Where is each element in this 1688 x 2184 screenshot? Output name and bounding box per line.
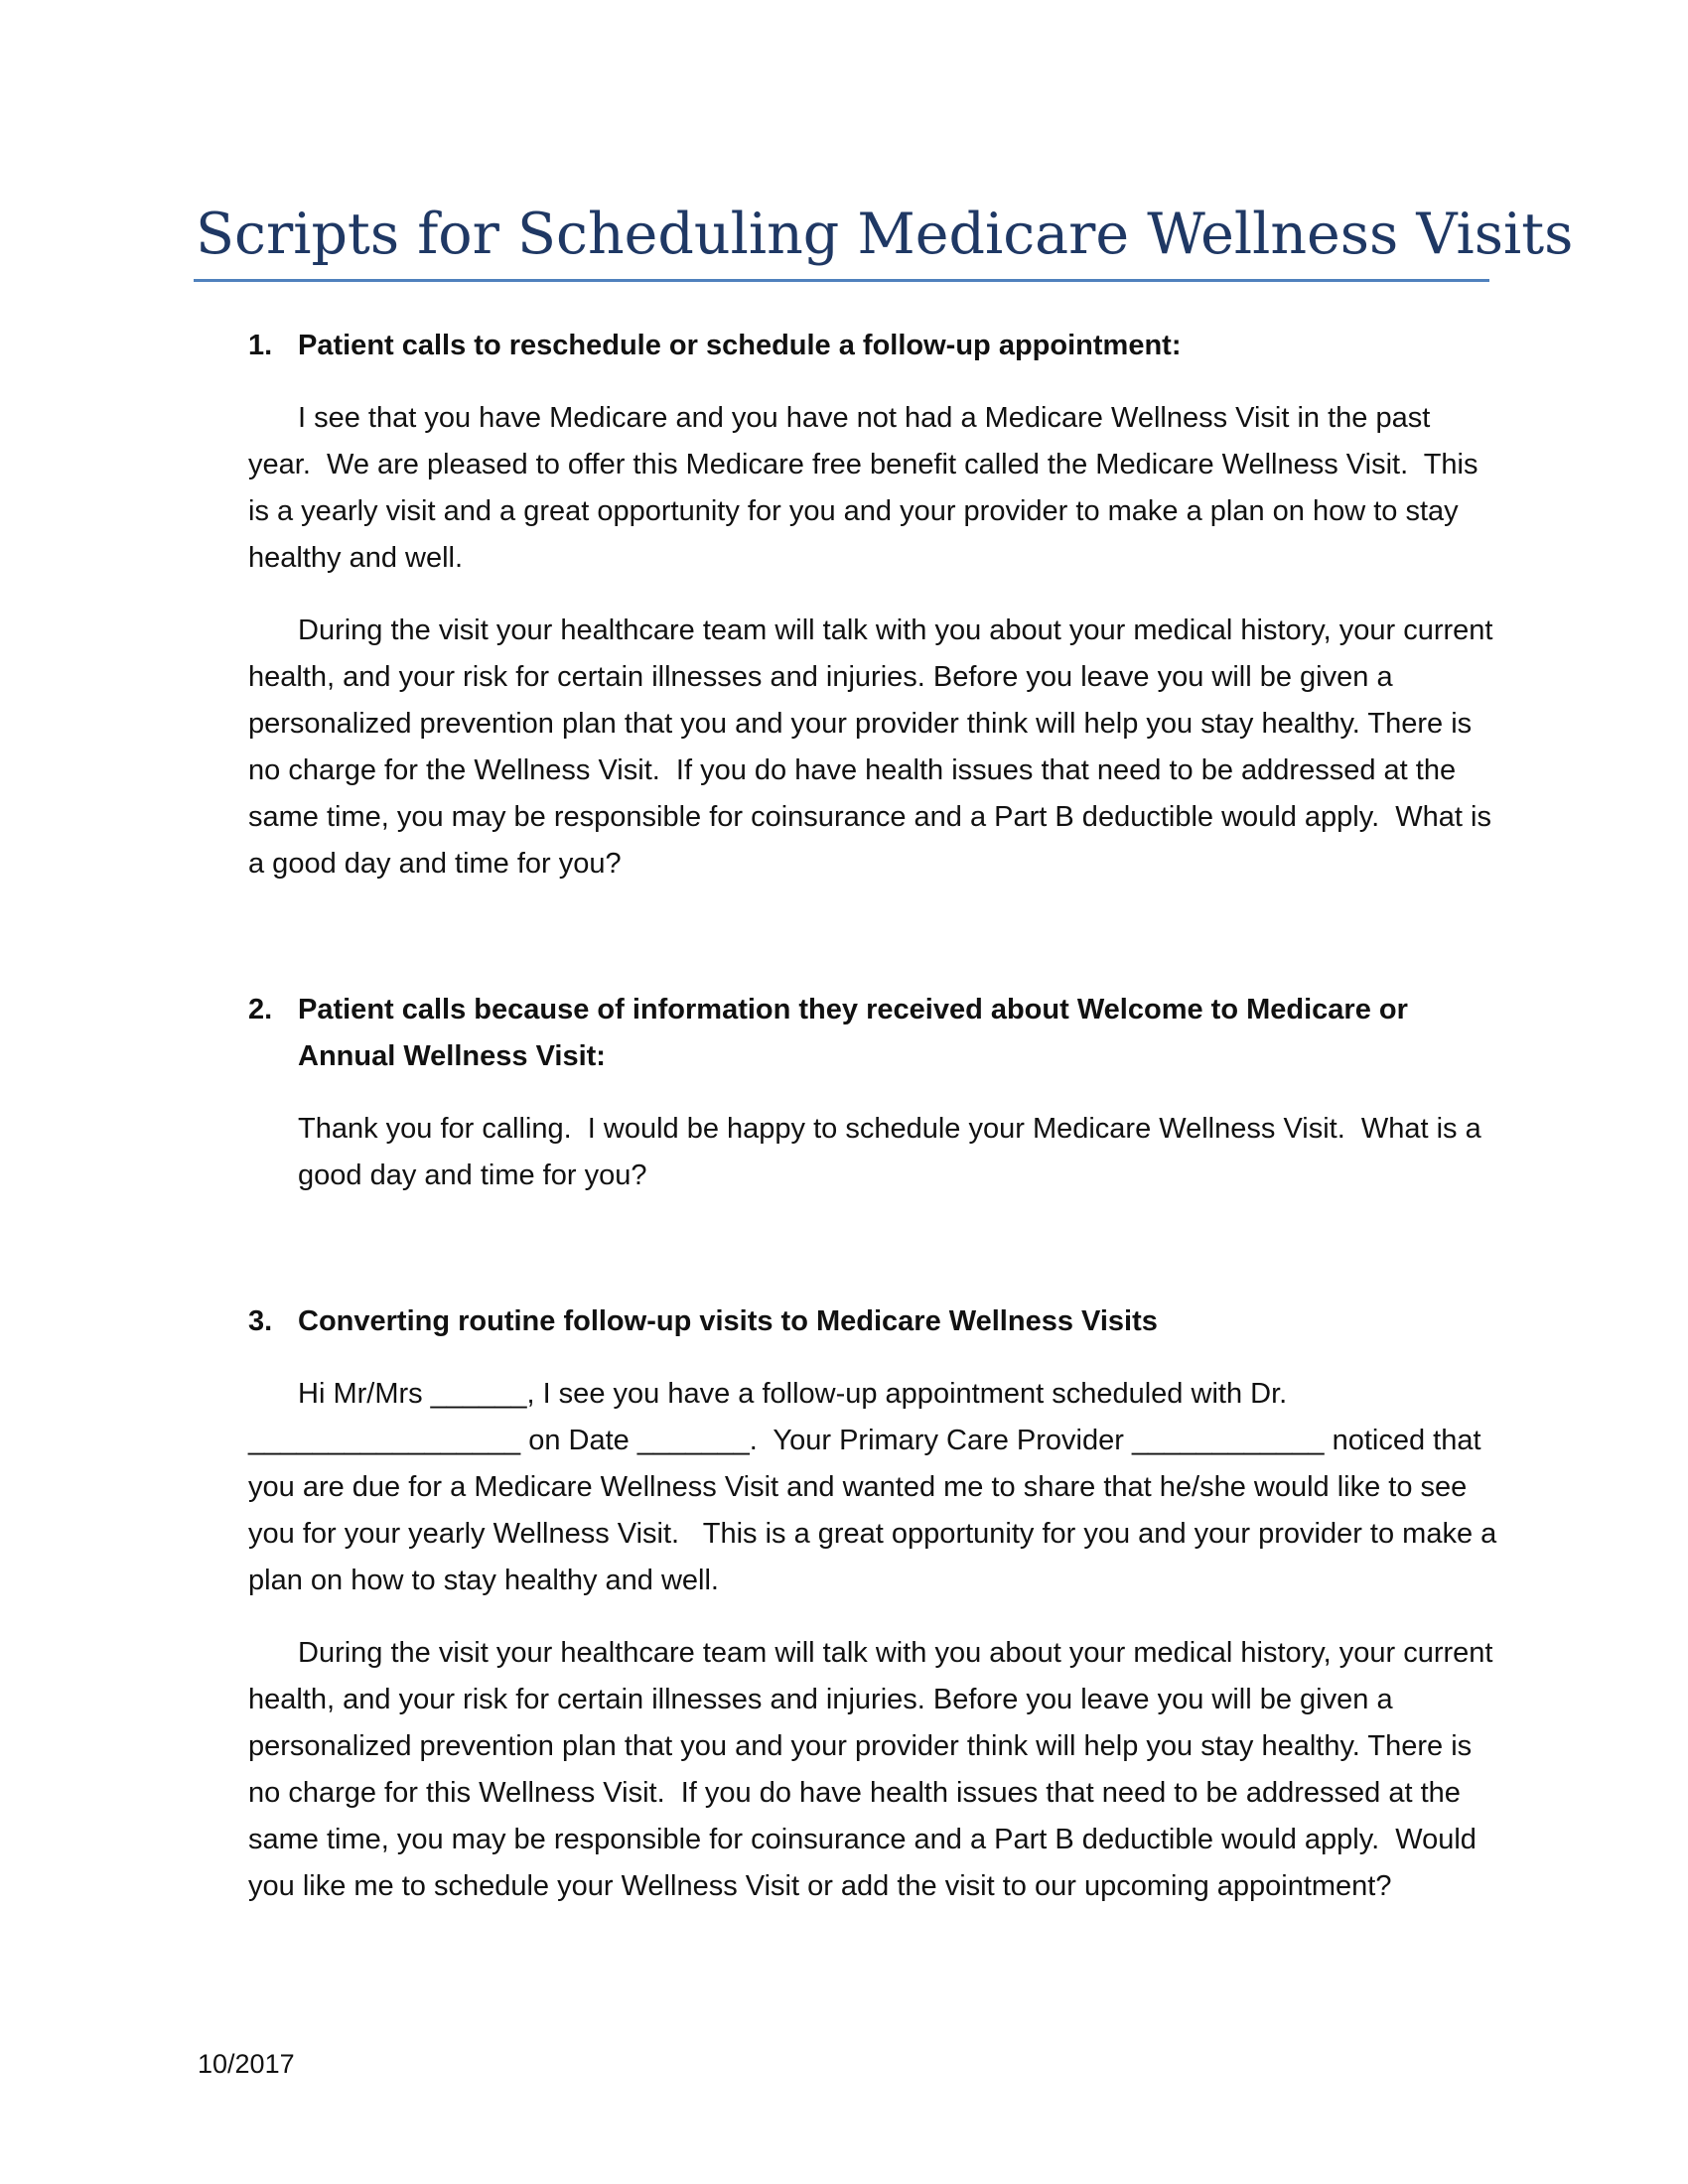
footer-date: 10/2017 xyxy=(198,2049,295,2079)
section-1 xyxy=(248,323,1499,887)
section-heading xyxy=(248,323,1499,369)
document-body xyxy=(248,323,1505,1910)
section-heading xyxy=(248,1298,1499,1345)
section-heading xyxy=(248,987,1499,1080)
section-number: 1. xyxy=(248,330,273,361)
title-underline xyxy=(194,279,1489,282)
section-3 xyxy=(248,1298,1505,1910)
section-heading-text: Converting routine follow-up visits to Medicare Wellness Visits xyxy=(298,1305,1158,1337)
script-paragraph: I see that you have Medicare and you have not had a Medicare Wellness Visit in the past year. We are pleased to offer this Medicare free benefit called the Medicare Wellness Visit. This is a yearly visit and a great opportunity for you and your provider to make a plan on how to stay healthy and well. xyxy=(248,402,1486,574)
script-paragraph: Thank you for calling. I would be happy to schedule your Medicare Wellness Visit. What is a good day and time for you? xyxy=(298,1113,1489,1191)
script-paragraph: During the visit your healthcare team will talk with you about your medical history, your current health, and your risk for certain illnesses and injuries. Before you leave you will be given a personalized prevention plan that you and your provider think will help you stay healthy. There is no charge for this Wellness Visit. If you do have health issues that need to be addressed at the same time, you may be responsible for coinsurance and a Part B deductible would apply. Would you like me to schedule your Wellness Visit or add the visit to our upcoming appointment? xyxy=(248,1637,1501,1902)
script-paragraph: During the visit your healthcare team will talk with you about your medical history, your current health, and your risk for certain illnesses and injuries. Before you leave you will be given a personalized prevention plan that you and your provider think will help you stay healthy. There is no charge for the Wellness Visit. If you do have health issues that need to be addressed at the same time, you may be responsible for coinsurance and a Part B deductible would apply. What is a good day and time for you? xyxy=(248,614,1501,880)
page-title: Scripts for Scheduling Medicare Wellness Visits xyxy=(196,202,1574,267)
section-2 xyxy=(248,987,1499,1199)
section-number: 2. xyxy=(248,994,273,1025)
script-paragraph: Hi Mr/Mrs ______, I see you have a follow-up appointment scheduled with Dr. _________________ on Date _______. Your Primary Care Provider ____________ noticed that you are due for a Medicare Wellness Visit and wanted me to share that he/she would like to see you for your yearly Wellness Visit. This is a great opportunity for you and your provider to make a plan on how to stay healthy and well. xyxy=(248,1378,1505,1596)
section-heading-text: Patient calls because of information they received about Welcome to Medicare or Annual Wellness Visit: xyxy=(298,994,1408,1072)
section-heading-text: Patient calls to reschedule or schedule a follow-up appointment: xyxy=(298,330,1182,361)
section-number: 3. xyxy=(248,1305,273,1337)
